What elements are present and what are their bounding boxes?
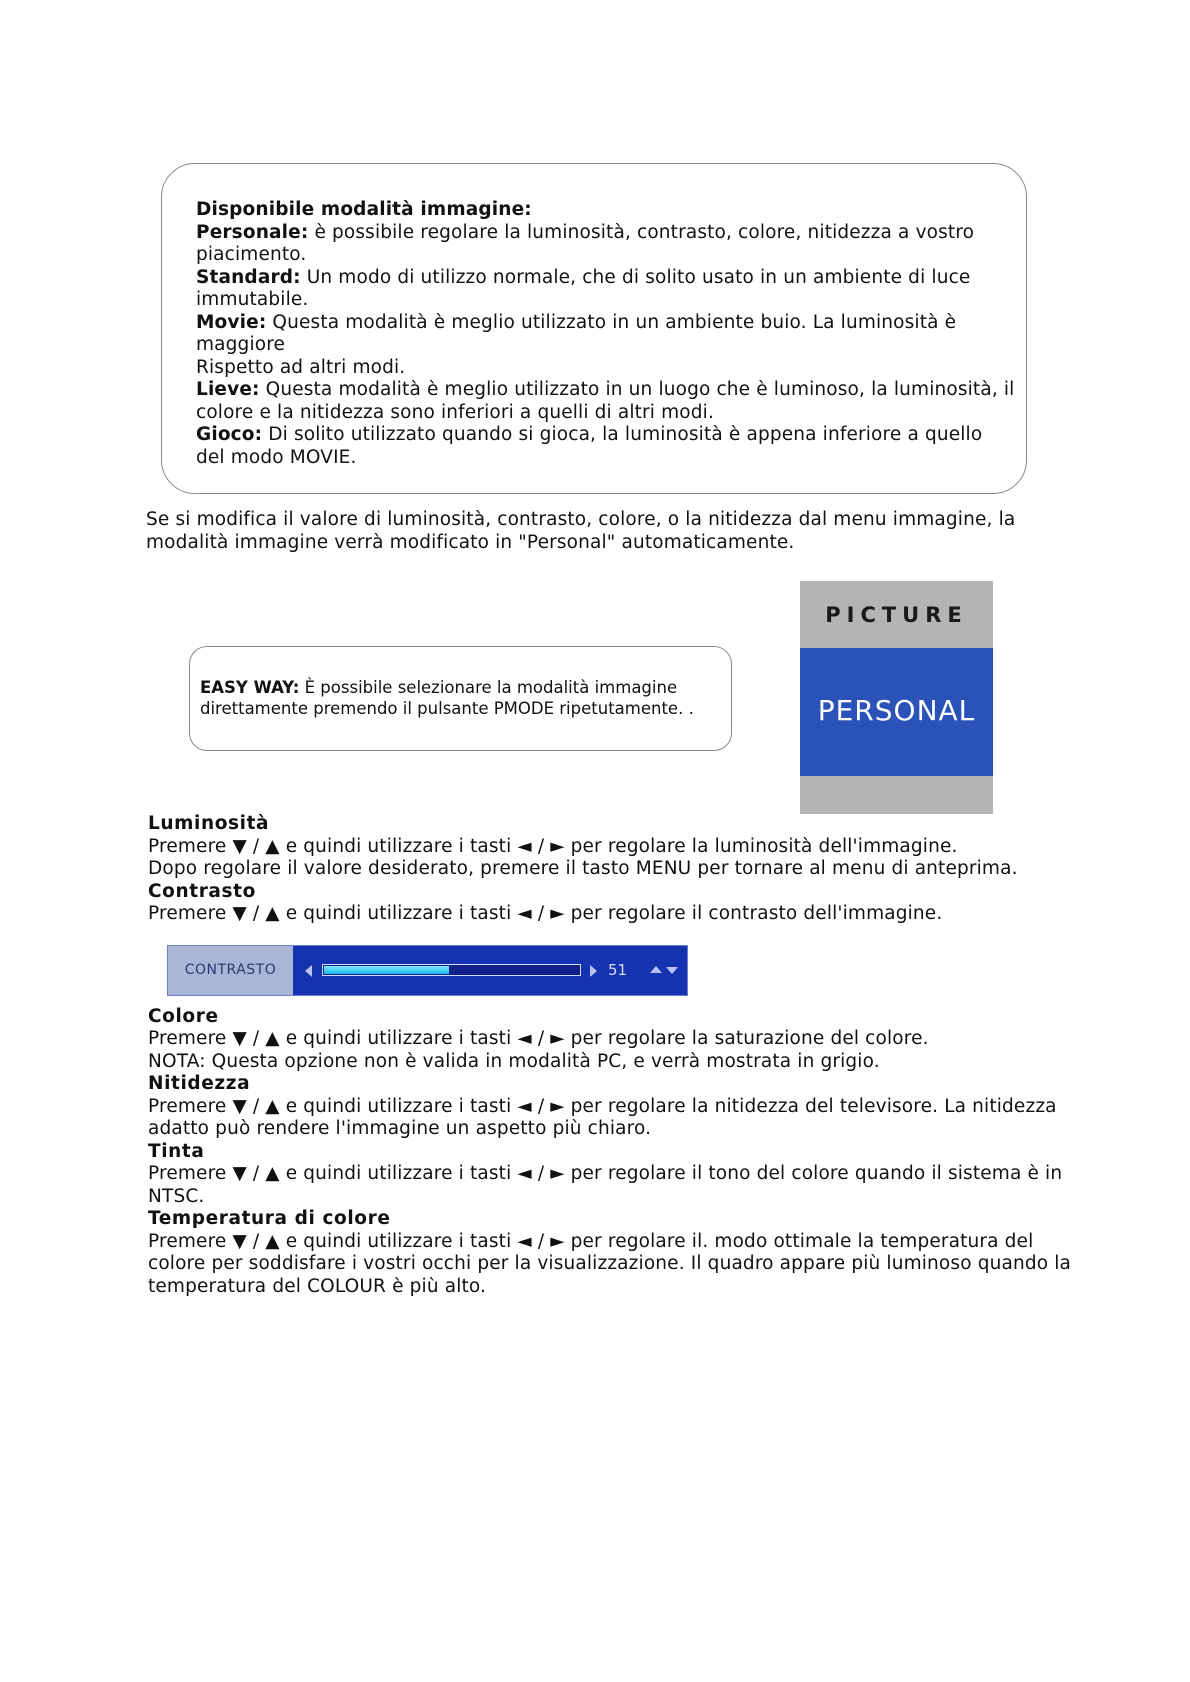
intro-paragraph: Se si modifica il valore di luminosità, contrasto, colore, o la nitidezza dal menu immagine, la modalità immagine verrà modificato in "Personal" automaticamente. [146, 509, 1016, 553]
mode-item-lieve [196, 379, 1016, 424]
mode-item-gioco [196, 424, 1016, 469]
section-text: Premere ▼ / ▲ e quindi utilizzare i tasti ◄ / ► per regolare la nitidezza del televisore. La nitidezza adatto può rendere l'immagine un aspetto più chiaro. [148, 1095, 1057, 1139]
picture-osd-panel [800, 581, 993, 814]
picture-osd-title: PICTURE [825, 603, 968, 627]
mode-description: è possibile regolare la luminosità, contrasto, colore, nitidezza a vostro piacimento. [196, 221, 975, 265]
mode-item-movie-extra: Rispetto ad altri modi. [196, 356, 406, 378]
mode-description: Di solito utilizzato quando si gioca, la luminosità è appena inferiore a quello del modo MOVIE. [196, 424, 983, 468]
easy-way-label: EASY WAY: [200, 678, 300, 697]
easy-way-description: È possibile selezionare la modalità immagine direttamente premendo il pulsante PMODE ripetutamente. . [200, 678, 694, 718]
section-text: Premere ▼ / ▲ e quindi utilizzare i tasti ◄ / ► per regolare la saturazione del colore. [148, 1028, 929, 1049]
mode-name: Gioco: [196, 424, 263, 445]
contrast-osd-value: 51 [608, 961, 628, 979]
mode-item-movie [196, 312, 1016, 357]
contrast-slider-track [322, 964, 581, 976]
picture-modes-text [196, 199, 1016, 469]
mode-description: Un modo di utilizzo normale, che di solito usato in un ambiente di luce immutabile. [196, 266, 971, 310]
section-title-luminosita: Luminosità [148, 813, 270, 834]
section-title-colore: Colore [148, 1005, 219, 1027]
up-arrow-icon [650, 966, 662, 973]
contrast-osd-label: CONTRASTO [168, 946, 293, 995]
mode-name: Standard: [196, 266, 301, 288]
section-text: Premere ▼ / ▲ e quindi utilizzare i tasti ◄ / ► per regolare il tono del colore quando il sistema è in NTSC. [148, 1163, 1063, 1207]
contrast-slider-fill [324, 966, 449, 974]
mode-name: Lieve: [196, 379, 260, 400]
section-title-nitidezza: Nitidezza [148, 1073, 251, 1094]
mode-description: Questa modalità è meglio utilizzato in un luogo che è luminoso, la luminosità, il colore e la nitidezza sono inferiori a quelli di altri modi. [196, 379, 1015, 423]
mode-name: Movie: [196, 311, 267, 333]
mode-description: Questa modalità è meglio utilizzato in un ambiente buio. La luminosità è maggiore [196, 311, 957, 355]
modes-heading: Disponibile modalità immagine: [196, 199, 532, 220]
right-arrow-icon [590, 965, 597, 977]
section-text: Dopo regolare il valore desiderato, premere il tasto MENU per tornare al menu di anteprima. [148, 858, 1018, 879]
picture-osd-mode: PERSONAL [817, 694, 976, 727]
section-title-contrasto: Contrasto [148, 880, 256, 902]
left-arrow-icon [305, 965, 312, 977]
section-text: Premere ▼ / ▲ e quindi utilizzare i tasti ◄ / ► per regolare il contrasto dell'immagine. [148, 903, 943, 924]
section-title-temperatura: Temperatura di colore [148, 1208, 391, 1229]
mode-item-personale [196, 222, 1016, 267]
easy-way-text [200, 677, 725, 719]
picture-osd-mode-band [800, 648, 993, 776]
down-arrow-icon [666, 967, 678, 974]
section-text: NOTA: Questa opzione non è valida in modalità PC, e verrà mostrata in grigio. [148, 1050, 880, 1072]
mode-item-standard [196, 267, 1016, 312]
mode-name: Personale: [196, 221, 309, 243]
contrast-osd-bar [167, 945, 688, 996]
section-title-tinta: Tinta [148, 1140, 205, 1162]
settings-sections [148, 813, 1078, 1298]
section-text: Premere ▼ / ▲ e quindi utilizzare i tasti ◄ / ► per regolare la luminosità dell'immagine. [148, 835, 958, 857]
section-text: Premere ▼ / ▲ e quindi utilizzare i tasti ◄ / ► per regolare il. modo ottimale la temperatura del colore per soddisfare i vostri occhi per la visualizzazione. Il quadro appare più luminoso quando la temperatura del COLOUR è più alto. [148, 1230, 1071, 1297]
